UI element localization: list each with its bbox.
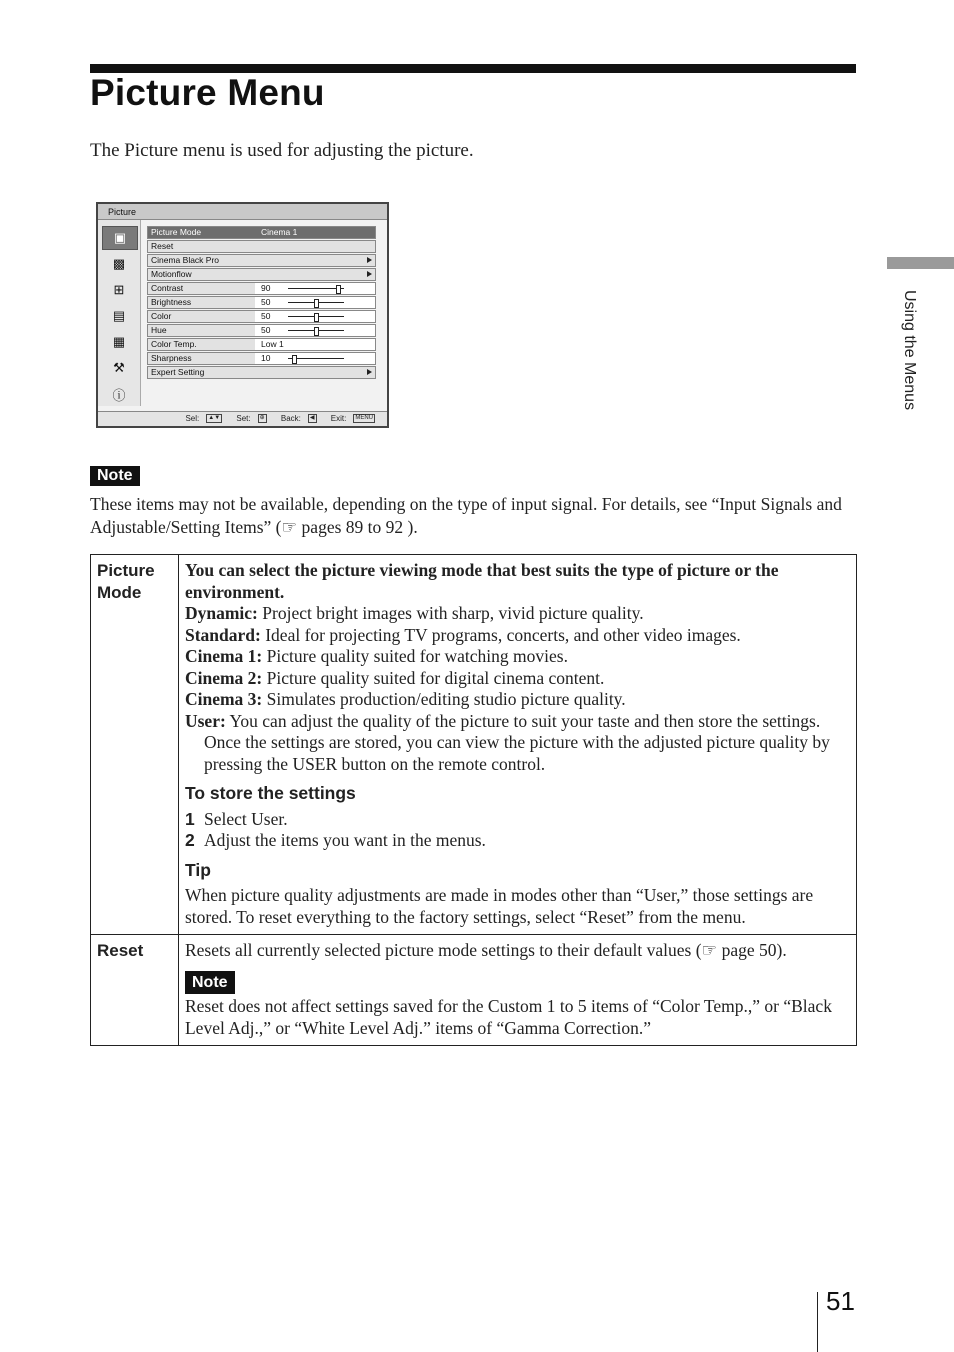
osd-row-picture-mode: Picture Mode Cinema 1 — [147, 226, 376, 239]
osd-icon-column — [98, 220, 141, 406]
mode-dynamic: Dynamic: Project bright images with sharp, vivid picture quality. — [184, 603, 644, 623]
reset-note-badge: Note — [185, 971, 850, 995]
note-text: These items may not be available, depending on the type of input signal. For details, see “Input Signals and Adjustable/Setting Items” (☞ pages 89 to 92 ). — [90, 494, 842, 537]
osd-row-hue: Hue 50 — [147, 324, 376, 337]
osd-row-sharpness: Sharpness 10 — [147, 352, 376, 365]
side-tab-label: Using the Menus — [901, 290, 918, 411]
osd-row-color: Color 50 — [147, 310, 376, 323]
page-title: Picture Menu — [90, 72, 325, 113]
contrast-slider — [288, 288, 344, 289]
step-2: 2 Adjust the items you want in the menus. — [184, 830, 486, 850]
operation-icon: ▤ — [112, 308, 126, 323]
up-down-key-icon: ▲▼ — [208, 415, 221, 422]
note-badge: Note — [90, 466, 140, 486]
side-tab-bar — [887, 257, 954, 269]
osd-row-color-temp: Color Temp. Low 1 — [147, 338, 376, 351]
picture-icon: ▣ — [102, 226, 138, 250]
row-key: Reset — [91, 935, 179, 1046]
table-row-reset — [91, 935, 857, 1046]
connection-icon: ▦ — [112, 334, 126, 349]
osd-row-brightness: Brightness 50 — [147, 296, 376, 309]
reset-note-text: Reset does not affect settings saved for the Custom 1 to 5 items of “Color Temp.,” or “Black Level Adj.,” or “White Level Adj.” items of “Gamma Correction.” — [184, 996, 832, 1038]
osd-row-motionflow: Motionflow — [147, 268, 376, 281]
osd-row-expert-setting: Expert Setting — [147, 366, 376, 379]
information-icon: ⓘ — [112, 387, 126, 403]
installation-icon: ⚒ — [113, 360, 125, 375]
mode-standard: Standard: Ideal for projecting TV programs, concerts, and other video images. — [184, 624, 741, 645]
osd-row-contrast: Contrast 90 — [147, 282, 376, 295]
osd-row-reset: Reset — [147, 240, 376, 253]
mode-user: User: You can adjust the quality of the picture to suit your taste and then store the settings. Once the settings are stored, you can view the picture with the adjusted picture quality by pressing the USER button on the remote control. — [184, 710, 830, 774]
arrow-right-icon — [367, 271, 372, 277]
left-key-icon: ◀ — [309, 415, 315, 422]
row-description: You can select the picture viewing mode that best suits the type of picture or the environment. Dynamic: Project bright images with sharp, vivid picture quality. Standard: Ideal for projecting TV programs, concerts, and other video images. Cinema 1: Picture quality suited for watching movies. Cinema 2: Picture quality suited for digital cinema content. Cinema 3: Simulates production/editing studio picture quality. User: You can adjust the quality of the picture to suit your taste and then store the settings. Once the settings are stored, you can view the picture with the adjusted picture quality by pressing the USER button on the remote control. To store the settings 1 Select User. 2 Adjust the items you want in the menus. Tip When picture quality adjustments are made in modes other than “User,” those settings are stored. To reset everything to the factory settings, select “Reset” from the menu. — [178, 555, 856, 935]
osd-footer: Sel: ▲▼ Set: ⊕ Back: ◀ Exit: MENU — [98, 411, 387, 426]
tip-text: When picture quality adjustments are made in modes other than “User,” those settings are stored. To reset everything to the factory settings, select “Reset” from the menu. — [184, 885, 814, 927]
arrow-right-icon — [367, 369, 372, 375]
mode-cinema-3: Cinema 3: Simulates production/editing studio picture quality. — [184, 689, 626, 709]
table-row-picture-mode — [91, 555, 857, 935]
screen-icon: ▩ — [112, 256, 126, 271]
mode-cinema-1: Cinema 1: Picture quality suited for watching movies. — [184, 646, 568, 666]
row-description — [178, 935, 856, 1046]
arrow-right-icon — [367, 257, 372, 263]
step-1: 1 Select User. — [184, 808, 288, 829]
osd-header: Picture — [98, 204, 387, 220]
mode-cinema-2: Cinema 2: Picture quality suited for digital cinema content. — [184, 667, 605, 688]
page-number: 51 — [826, 1286, 855, 1316]
function-icon: ⊞ — [113, 282, 125, 297]
menu-key: MENU — [355, 415, 373, 422]
sharpness-slider — [288, 358, 344, 359]
enter-key-icon: ⊕ — [259, 415, 265, 422]
color-slider — [288, 316, 344, 317]
tip-heading: Tip — [184, 859, 211, 880]
osd-row-cinema-black-pro: Cinema Black Pro — [147, 254, 376, 267]
brightness-slider — [288, 302, 344, 303]
page-number-rule — [817, 1292, 818, 1352]
reset-text: Resets all currently selected picture mode settings to their default values (☞ page 50). — [184, 940, 787, 960]
picture-menu-screenshot — [96, 202, 389, 428]
settings-table — [90, 554, 857, 1046]
hue-slider — [288, 330, 344, 331]
row-key: Picture Mode — [91, 555, 179, 935]
store-settings-heading: To store the settings — [184, 783, 356, 803]
intro-text: The Picture menu is used for adjusting the picture. — [90, 140, 474, 161]
